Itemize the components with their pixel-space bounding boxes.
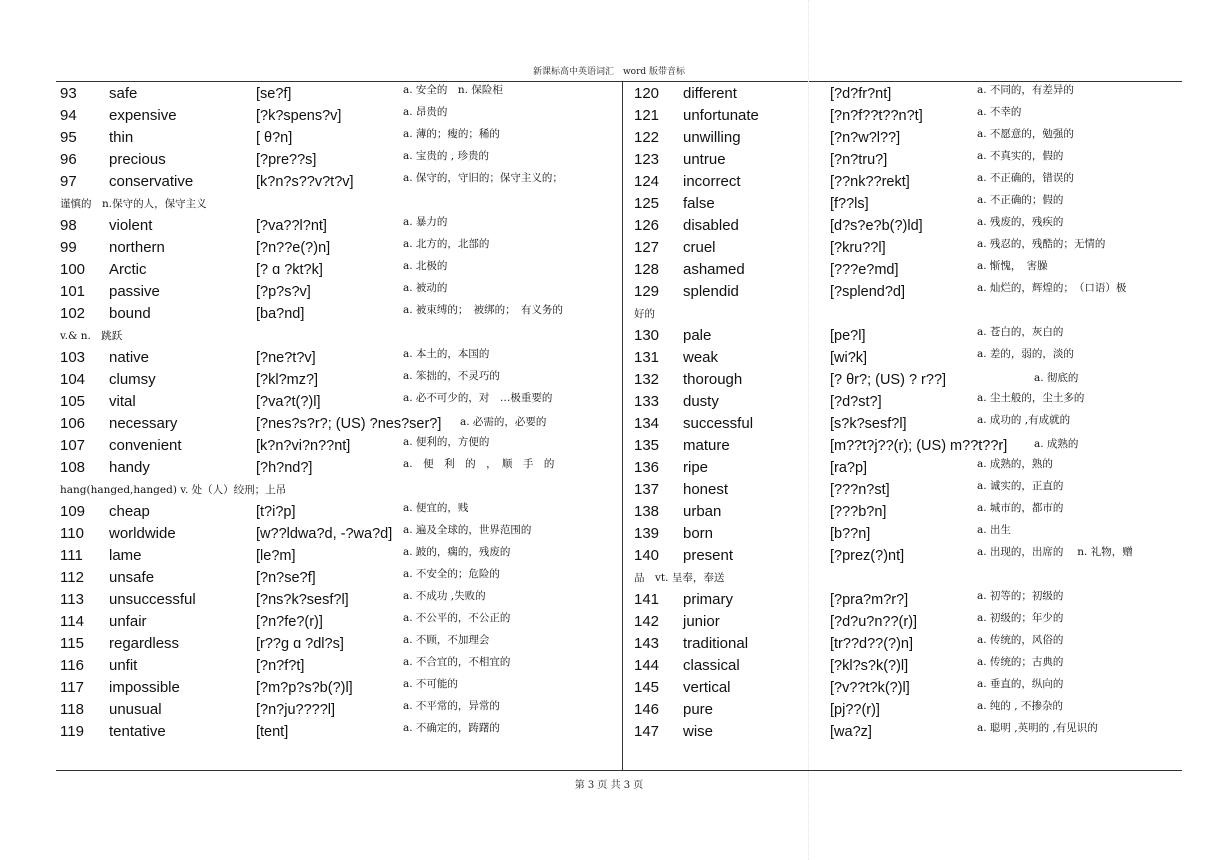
entry-definition: a. 不真实的，假的: [977, 150, 1064, 162]
entry-number: 97: [60, 173, 77, 190]
entry-phonetic: [?p?s?v]: [256, 284, 311, 300]
entry-definition: a. 安全的 n. 保险柜: [403, 84, 503, 96]
entry-definition: a. 薄的；瘦的；稀的: [403, 128, 500, 140]
entry-word: junior: [683, 613, 720, 630]
entry-number: 106: [60, 415, 86, 432]
entry-phonetic: [?n?f??t??n?t]: [830, 108, 923, 124]
entry-definition: a. 纯的 , 不掺杂的: [977, 700, 1063, 712]
entry-number: 124: [634, 173, 660, 190]
vocab-entry: [60, 677, 620, 699]
entry-word: unusual: [109, 701, 162, 718]
entry-number: 147: [634, 723, 660, 740]
entry-phonetic: [?d?u?n??(r)]: [830, 614, 918, 630]
entry-number: 95: [60, 129, 77, 146]
entry-definition: a. 诚实的，正直的: [977, 480, 1064, 492]
entry-definition: a. 出生: [977, 524, 1011, 536]
entry-phonetic: [pj??(r)]: [830, 702, 880, 718]
entry-number: 121: [634, 107, 660, 124]
entry-number: 93: [60, 85, 77, 102]
entry-word: pale: [683, 327, 712, 344]
entry-definition: a. 不幸的: [977, 106, 1022, 118]
left-column: [60, 83, 620, 743]
entry-phonetic: [ba?nd]: [256, 306, 305, 322]
vocab-entry: [634, 501, 1194, 523]
vocab-entry: [634, 633, 1194, 655]
entry-phonetic: [ θ?n]: [256, 130, 293, 146]
vocab-entry: [60, 303, 620, 325]
entry-number: 120: [634, 85, 660, 102]
entry-word: vertical: [683, 679, 731, 696]
entry-number: 135: [634, 437, 660, 454]
entry-word: urban: [683, 503, 722, 520]
entry-phonetic: [r??g ɑ ?dl?s]: [256, 636, 344, 652]
entry-word: unwilling: [683, 129, 741, 146]
entry-definition: a. 必不可少的，对 …极重要的: [403, 392, 553, 404]
entry-word: regardless: [109, 635, 180, 652]
entry-word: pure: [683, 701, 714, 718]
entry-definition: a. 不正确的，错误的: [977, 172, 1074, 184]
entry-phonetic: [d?s?e?b(?)ld]: [830, 218, 923, 234]
vocab-entry: [634, 479, 1194, 501]
entry-definition: a. 遍及全球的，世界范围的: [403, 524, 532, 536]
entry-word: ashamed: [683, 261, 745, 278]
entry-definition: a. 不安全的；危险的: [403, 568, 500, 580]
entry-definition: a. 成功的 ,有成就的: [977, 414, 1071, 426]
entry-definition: a. 不正确的；假的: [977, 194, 1064, 206]
entry-phonetic: [?n?se?f]: [256, 570, 316, 586]
entry-number: 113: [60, 591, 84, 608]
entry-phonetic: [??nk??rekt]: [830, 174, 910, 190]
vocab-entry: [634, 699, 1194, 721]
entry-definition: a. 笨拙的，不灵巧的: [403, 370, 500, 382]
vocab-entry: [60, 545, 620, 567]
entry-phonetic: [?ns?k?sesf?l]: [256, 592, 349, 608]
entry-phonetic: [?n?fe?(r)]: [256, 614, 323, 630]
entry-word: vital: [109, 393, 136, 410]
entry-definition: a. 昂贵的: [403, 106, 448, 118]
entry-number: 127: [634, 239, 660, 256]
vocab-entry: [634, 457, 1194, 479]
entry-phonetic: [tent]: [256, 724, 289, 740]
entry-number: 107: [60, 437, 86, 454]
entry-phonetic: [k?n?vi?n??nt]: [256, 438, 351, 454]
vocab-entry: [634, 83, 1194, 105]
entry-definition: a. 本土的，本国的: [403, 348, 490, 360]
entry-definition: a. 被束缚的； 被绑的； 有义务的: [403, 304, 563, 316]
entry-number: 94: [60, 107, 77, 124]
entry-phonetic: [k?n?s??v?t?v]: [256, 174, 354, 190]
entry-phonetic: [? ɑ ?kt?k]: [256, 262, 323, 278]
entry-phonetic: [?d?st?]: [830, 394, 882, 410]
entry-number: 114: [60, 613, 84, 630]
entry-definition: a. 灿烂的，辉煌的； （口语）极: [977, 282, 1127, 294]
entry-phonetic: [t?i?p]: [256, 504, 296, 520]
vocab-entry: [60, 699, 620, 721]
entry-phonetic: [???b?n]: [830, 504, 887, 520]
entry-definition: a. 暴力的: [403, 216, 448, 228]
entry-number: 138: [634, 503, 660, 520]
entry-number: 111: [60, 547, 83, 564]
entry-word: untrue: [683, 151, 726, 168]
entry-word: ripe: [683, 459, 709, 476]
entry-phonetic: [?prez(?)nt]: [830, 548, 905, 564]
entry-number: 105: [60, 393, 86, 410]
entry-definition: a. 成熟的: [1034, 438, 1079, 450]
entry-number: 139: [634, 525, 660, 542]
entry-definition: a. 传统的；古典的: [977, 656, 1064, 668]
entry-phonetic: [?n??e(?)n]: [256, 240, 331, 256]
entry-number: 144: [634, 657, 660, 674]
entry-word: expensive: [109, 107, 177, 124]
entry-word: honest: [683, 481, 729, 498]
vocab-entry: [634, 193, 1194, 215]
entry-definition: a. 不平常的，异常的: [403, 700, 500, 712]
entry-number: 125: [634, 195, 660, 212]
entry-word: conservative: [109, 173, 194, 190]
entry-phonetic: [?v??t?k(?)l]: [830, 680, 910, 696]
vocab-entry: [60, 259, 620, 281]
entry-phonetic: [wi?k]: [830, 350, 868, 366]
entry-phonetic: [tr??d??(?)n]: [830, 636, 914, 652]
entry-word: necessary: [109, 415, 178, 432]
entry-word: cruel: [683, 239, 716, 256]
entry-definition: a. 彻底的: [1034, 372, 1079, 384]
entry-word: unfit: [109, 657, 138, 674]
entry-definition: a. 便 利 的 ， 顺 手 的: [403, 458, 555, 470]
entry-word: worldwide: [109, 525, 176, 542]
entry-number: 103: [60, 349, 86, 366]
entry-number: 100: [60, 261, 86, 278]
entry-word: mature: [683, 437, 730, 454]
entry-phonetic: [? θr?; (US) ? r??]: [830, 372, 947, 388]
entry-word: false: [683, 195, 715, 212]
entry-word: thin: [109, 129, 134, 146]
page-footer: 第 3 页 共 3 页: [574, 780, 644, 791]
vocab-entry: [60, 589, 620, 611]
vocab-entry: [60, 171, 620, 193]
entry-definition: a. 必需的，必要的: [460, 416, 547, 428]
vocab-entry: [634, 347, 1194, 369]
entry-word: lame: [109, 547, 142, 564]
entry-definition: a. 苍白的，灰白的: [977, 326, 1064, 338]
entry-word: clumsy: [109, 371, 156, 388]
entry-word: successful: [683, 415, 754, 432]
entry-phonetic: [le?m]: [256, 548, 296, 564]
entry-number: 108: [60, 459, 86, 476]
vocab-entry: [634, 105, 1194, 127]
entry-definition: a. 跛的，瘸的，残废的: [403, 546, 511, 558]
entry-number: 131: [634, 349, 660, 366]
vocab-entry: [634, 325, 1194, 347]
entry-word: unfortunate: [683, 107, 759, 124]
entry-number: 98: [60, 217, 77, 234]
vocab-entry: [634, 149, 1194, 171]
entry-number: 102: [60, 305, 86, 322]
entry-number: 115: [60, 635, 84, 652]
entry-number: 119: [60, 723, 84, 740]
entry-phonetic: [?splend?d]: [830, 284, 905, 300]
entry-phonetic: [?kl?mz?]: [256, 372, 319, 388]
entry-definition: a. 不成功 ,失败的: [403, 590, 486, 602]
entry-definition: a. 城市的，都市的: [977, 502, 1064, 514]
entry-number: 134: [634, 415, 660, 432]
entry-phonetic: [?h?nd?]: [256, 460, 313, 476]
entry-word: classical: [683, 657, 740, 674]
entry-definition: a. 北方的，北部的: [403, 238, 490, 250]
entry-number: 141: [634, 591, 660, 608]
entry-phonetic: [?pra?m?r?]: [830, 592, 909, 608]
vocab-entry: [634, 721, 1194, 743]
vocab-entry: [60, 127, 620, 149]
vocab-entry: [60, 457, 620, 479]
entry-word: born: [683, 525, 714, 542]
definition-continuation: v.& n. 跳跃: [60, 330, 123, 342]
entry-definition: a. 传统的，风俗的: [977, 634, 1064, 646]
entry-definition: a. 不顾，不加理会: [403, 634, 490, 646]
entry-number: 101: [60, 283, 86, 300]
entry-word: weak: [683, 349, 719, 366]
entry-number: 96: [60, 151, 77, 168]
entry-definition: a. 不可能的: [403, 678, 458, 690]
vocab-entry: [60, 721, 620, 743]
entry-definition: a. 便利的，方便的: [403, 436, 490, 448]
vocab-entry: [634, 171, 1194, 193]
vocab-entry: [634, 127, 1194, 149]
entry-number: 136: [634, 459, 660, 476]
vocab-entry: [60, 501, 620, 523]
entry-number: 140: [634, 547, 660, 564]
entry-word: present: [683, 547, 734, 564]
entry-number: 130: [634, 327, 660, 344]
entry-word: incorrect: [683, 173, 741, 190]
entry-phonetic: [?nes?s?r?; (US) ?nes?ser?]: [256, 416, 442, 432]
entry-word: violent: [109, 217, 153, 234]
entry-number: 137: [634, 481, 660, 498]
vocab-entry: [634, 237, 1194, 259]
entry-number: 112: [60, 569, 84, 586]
vocab-entry: [60, 391, 620, 413]
entry-phonetic: [?n?f?t]: [256, 658, 305, 674]
entry-word: dusty: [683, 393, 719, 410]
entry-word: thorough: [683, 371, 743, 388]
entry-phonetic: [m??t?j??(r); (US) m??t??r]: [830, 438, 1008, 454]
entry-phonetic: [wa?z]: [830, 724, 872, 740]
entry-number: 110: [60, 525, 84, 542]
entry-number: 99: [60, 239, 77, 256]
entry-definition: a. 宝贵的 , 珍贵的: [403, 150, 489, 162]
entry-number: 122: [634, 129, 660, 146]
entry-number: 117: [60, 679, 84, 696]
entry-word: precious: [109, 151, 166, 168]
entry-number: 128: [634, 261, 660, 278]
vocab-entry: [634, 281, 1194, 303]
entry-definition: a. 残废的，残疾的: [977, 216, 1064, 228]
entry-phonetic: [?pre??s]: [256, 152, 317, 168]
entry-phonetic: [???e?md]: [830, 262, 899, 278]
entry-word: convenient: [109, 437, 182, 454]
entry-word: unsuccessful: [109, 591, 196, 608]
vocab-entry: [60, 611, 620, 633]
entry-definition: a. 惭愧， 害臊: [977, 260, 1048, 272]
entry-definition: a. 聪明 ,英明的 ,有见识的: [977, 722, 1098, 734]
entry-definition: a. 成熟的，熟的: [977, 458, 1053, 470]
entry-number: 142: [634, 613, 660, 630]
entry-phonetic: [?n?ju????l]: [256, 702, 336, 718]
entry-number: 145: [634, 679, 660, 696]
entry-definition: a. 不愿意的，勉强的: [977, 128, 1074, 140]
definition-continuation: 谨慎的 n.保守的人，保守主义: [60, 198, 207, 210]
entry-number: 129: [634, 283, 660, 300]
definition-continuation: 品 vt. 呈奉，奉送: [634, 572, 725, 584]
entry-definition: a. 北极的: [403, 260, 448, 272]
entry-definition: a. 不公平的，不公正的: [403, 612, 511, 624]
entry-number: 104: [60, 371, 86, 388]
entry-phonetic: [?va??l?nt]: [256, 218, 327, 234]
entry-number: 146: [634, 701, 660, 718]
entry-word: wise: [683, 723, 714, 740]
vocab-entry: [634, 677, 1194, 699]
entry-phonetic: [f??ls]: [830, 196, 869, 212]
vocab-entry: [634, 413, 1194, 435]
entry-phonetic: [?ne?t?v]: [256, 350, 316, 366]
entry-word: Arctic: [109, 261, 147, 278]
entry-phonetic: [?n?w?l??]: [830, 130, 901, 146]
entry-word: native: [109, 349, 150, 366]
vocab-entry: [634, 215, 1194, 237]
entry-number: 126: [634, 217, 660, 234]
entry-phonetic: [w??ldwa?d, -?wa?d]: [256, 526, 393, 542]
entry-phonetic: [?n?tru?]: [830, 152, 888, 168]
vocab-entry: [60, 105, 620, 127]
entry-word: impossible: [109, 679, 180, 696]
entry-definition: a. 初级的；年少的: [977, 612, 1064, 624]
entry-definition: a. 不确定的，踌躇的: [403, 722, 500, 734]
entry-phonetic: [?va?t(?)l]: [256, 394, 321, 410]
vocab-entry: [634, 369, 1194, 391]
entry-phonetic: [se?f]: [256, 86, 292, 102]
entry-word: safe: [109, 85, 138, 102]
entry-phonetic: [???n?st]: [830, 482, 890, 498]
entry-phonetic: [pe?l]: [830, 328, 866, 344]
entry-definition: a. 初等的；初级的: [977, 590, 1064, 602]
entry-definition: a. 便宜的，贱: [403, 502, 469, 514]
entry-definition: a. 不合宜的，不相宜的: [403, 656, 511, 668]
entry-word: passive: [109, 283, 160, 300]
vocab-entry: [634, 435, 1194, 457]
entry-word: bound: [109, 305, 151, 322]
entry-definition: a. 尘土般的，尘土多的: [977, 392, 1085, 404]
entry-word: cheap: [109, 503, 150, 520]
definition-continuation: hang(hanged,hanged) v. 处（人）绞刑；上吊: [60, 484, 287, 496]
vocab-entry: [60, 347, 620, 369]
entry-word: different: [683, 85, 737, 102]
entry-definition: a. 差的，弱的，淡的: [977, 348, 1074, 360]
entry-phonetic: [s?k?sesf?l]: [830, 416, 907, 432]
entry-definition: a. 保守的，守旧的；保守主义的；: [403, 172, 563, 184]
entry-phonetic: [?kl?s?k(?)l]: [830, 658, 909, 674]
vocab-entry: [60, 413, 620, 435]
entry-word: traditional: [683, 635, 749, 652]
entry-definition: a. 被动的: [403, 282, 448, 294]
entry-number: 123: [634, 151, 660, 168]
entry-number: 132: [634, 371, 660, 388]
entry-phonetic: [?k?spens?v]: [256, 108, 342, 124]
entry-phonetic: [b??n]: [830, 526, 871, 542]
vocab-entry: [60, 215, 620, 237]
definition-continuation: 好的: [634, 308, 655, 320]
vocab-entry: [634, 545, 1194, 567]
entry-phonetic: [?d?fr?nt]: [830, 86, 892, 102]
bottom-rule: [56, 770, 1182, 771]
right-column: [634, 83, 1194, 743]
vocab-entry: [60, 83, 620, 105]
column-divider: [622, 82, 623, 770]
entry-word: tentative: [109, 723, 166, 740]
entry-word: handy: [109, 459, 150, 476]
entry-number: 143: [634, 635, 660, 652]
entry-number: 118: [60, 701, 84, 718]
entry-word: unfair: [109, 613, 147, 630]
vocab-entry: [634, 655, 1194, 677]
vocab-entry: [634, 589, 1194, 611]
vocab-entry: [60, 567, 620, 589]
entry-word: primary: [683, 591, 734, 608]
entry-word: disabled: [683, 217, 739, 234]
entry-definition: a. 残忍的，残酷的；无情的: [977, 238, 1106, 250]
entry-number: 109: [60, 503, 86, 520]
vocab-entry: [60, 655, 620, 677]
entry-definition: a. 不同的，有差异的: [977, 84, 1074, 96]
vocab-entry: [634, 611, 1194, 633]
entry-phonetic: [?kru??l]: [830, 240, 886, 256]
entry-phonetic: [?m?p?s?b(?)l]: [256, 680, 353, 696]
vocab-entry: [60, 237, 620, 259]
entry-word: northern: [109, 239, 165, 256]
entry-word: splendid: [683, 283, 739, 300]
entry-phonetic: [ra?p]: [830, 460, 868, 476]
vocab-entry: [634, 391, 1194, 413]
entry-definition: a. 出现的，出席的 n. 礼物，赠: [977, 546, 1133, 558]
page-header: 新课标高中英语词汇 word 版带音标: [532, 67, 686, 77]
entry-word: unsafe: [109, 569, 155, 586]
vocab-entry: [60, 633, 620, 655]
entry-definition: a. 垂直的，纵向的: [977, 678, 1064, 690]
vocab-entry: [60, 523, 620, 545]
entry-number: 133: [634, 393, 660, 410]
entry-number: 116: [60, 657, 84, 674]
